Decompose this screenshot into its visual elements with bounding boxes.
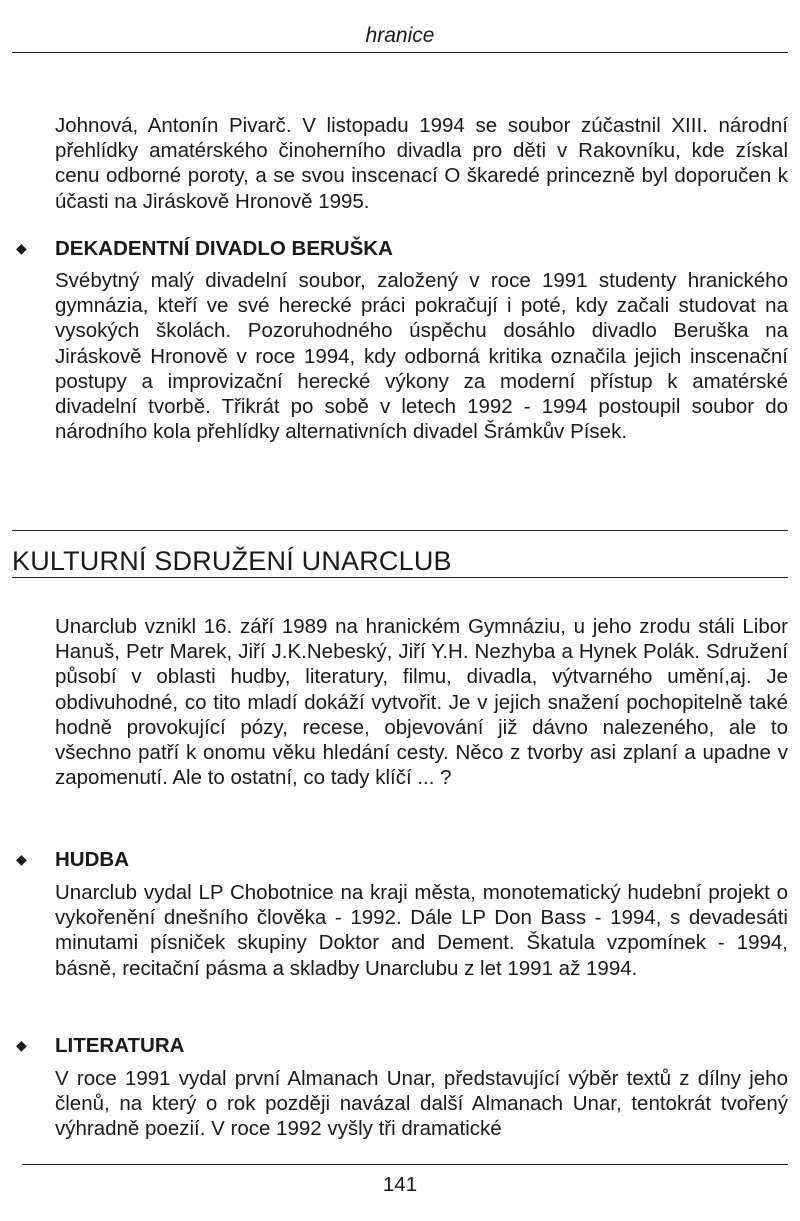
footer-divider [22, 1164, 788, 1165]
section-divider-bottom [12, 577, 788, 578]
literatura-heading: LITERATURA [55, 1034, 185, 1057]
bullet-icon: ◆ [16, 851, 27, 867]
page-number: 141 [382, 1173, 418, 1196]
hudba-paragraph: Unarclub vydal LP Chobotnice na kraji města, monotematický hudební projekt o vykořenění dnešního člověka - 1992. Dále LP Don Bass - 1994, s devadesáti minutami písniček skupiny Doktor and Dement. Škatula vzpomínek - 1994, básně, recitační pásma a skladby Unarclubu z let 1991 až 1994. [55, 881, 788, 980]
unarclub-paragraph: Unarclub vznikl 16. září 1989 na hranickém Gymnáziu, u jeho zrodu stáli Libor Hanuš, Petr Marek, Jiří J.K.Nebeský, Jiří Y.H. Nezhyba a Hynek Polák. Sdružení působí v oblasti hudby, literatury, filmu, divadla, výtvarného umění,aj. Je obdivuhodné, co tito mladí dokáží vytvořit. Je v jejich snažení pochopitelně také hodně provokující pózy, recese, objevování již dávno nalezeného, ale to všechno patří k onomu věku hledání cesty. Něco z tvorby asi zplaní a upadne v zapomenutí. Ale to ostatní, co tady klíčí ... ? [55, 615, 788, 790]
beruska-paragraph: Svébytný malý divadelní soubor, založený v roce 1991 studenty hranického gymnázia, kteří ve své herecké práci pokračují i poté, kdy začali studovat na vysokých školách. Pozoruhodného úspěchu dosáhlo divadlo Beruška na Jiráskově Hronově v roce 1994, kdy odborná kritika označila jejich inscenační postupy a improvizační herecké výkony za moderní přístup k amatérské divadelní tvorbě. Třikrát po sobě v letech 1992 - 1994 postoupil soubor do národního kola přehlídky alternativních divadel Šrámkův Písek. [55, 269, 788, 444]
section-divider-top [12, 530, 788, 531]
beruska-heading: DEKADENTNÍ DIVADLO BERUŠKA [55, 237, 393, 260]
intro-paragraph: Johnová, Antonín Pivarč. V listopadu 1994 se soubor zúčastnil XIII. národní přehlídky amatérského činoherního divadla pro děti v Rakovníku, kde získal cenu odborné poroty, a se svou inscenací O škaredé princezně byl doporučen k účasti na Jiráskově Hronově 1995. [55, 114, 788, 213]
header-divider [12, 52, 788, 53]
hudba-heading: HUDBA [55, 848, 130, 871]
section-heading: KULTURNÍ SDRUŽENÍ UNARCLUB [12, 546, 452, 576]
literatura-paragraph: V roce 1991 vydal první Almanach Unar, představující výběr textů z dílny jeho členů, na který o rok později navázal další Almanach Unar, tentokrát tvořený výhradně poezií. V roce 1992 vyšly tři dramatické [55, 1067, 788, 1141]
bullet-icon: ◆ [16, 1037, 27, 1053]
running-header: hranice [365, 24, 435, 47]
bullet-icon: ◆ [16, 240, 27, 256]
